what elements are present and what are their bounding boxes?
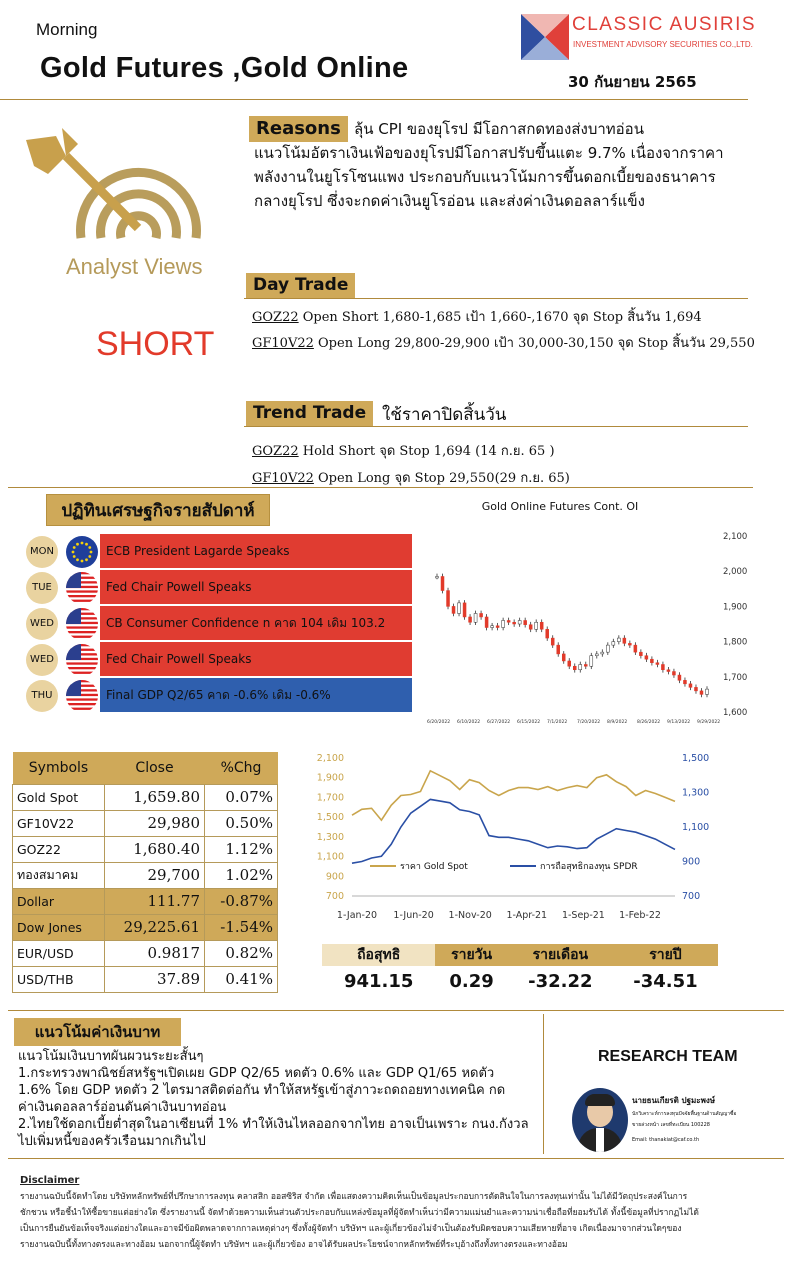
oi-candle [694, 687, 697, 691]
spdr-right-tick: 700 [682, 891, 701, 902]
oi-candle [436, 576, 439, 578]
spdr-right-tick: 1,300 [682, 787, 710, 799]
oi-candle [524, 620, 527, 624]
oi-candle [678, 675, 681, 680]
symbol-cell: USD/THB [13, 966, 105, 992]
oi-x-tick: 7/20/2022 [577, 720, 601, 725]
event-day: TUE [26, 572, 58, 604]
trend-trade-symbol: GF10V22 [252, 471, 314, 486]
analyst-view-short: SHORT [96, 325, 215, 363]
oi-candle [463, 603, 466, 617]
spdr-yearly-header: รายปี [613, 944, 718, 966]
session-label: Morning [36, 20, 98, 39]
event-day: THU [26, 680, 58, 712]
oi-candle [562, 654, 565, 661]
oi-candle [623, 638, 626, 643]
oi-candle [518, 620, 521, 624]
oi-x-tick: 9/13/2022 [667, 720, 691, 725]
oi-candle [491, 626, 494, 628]
symbol-cell: Dollar [13, 888, 105, 914]
spdr-daily-header: รายวัน [435, 944, 507, 966]
spdr-x-tick: 1-Sep-21 [561, 910, 605, 921]
spdr-left-tick: 1,500 [316, 812, 344, 824]
baht-outlook-title: แนวโน้มค่าเงินบาท [14, 1018, 181, 1046]
chg-cell: 0.82% [205, 940, 278, 966]
analyst-role: นักวิเคราะห์การลงทุนปัจจัยพื้นฐานด้านสัญญาซื้อ [632, 1111, 737, 1117]
event-text: Final GDP Q2/65 คาด -0.6% เดิม -0.6% [100, 678, 412, 712]
oi-candle [612, 642, 615, 646]
symbol-cell: Dow Jones [13, 914, 105, 940]
us-flag-icon [66, 644, 98, 676]
day-trade-text: Open Short 1,680-1,685 เป้า 1,660-,1670 จุด Stop สิ้นวัน 1,694 [298, 310, 702, 325]
oi-x-tick: 8/26/2022 [637, 720, 661, 725]
oi-candle [706, 689, 709, 694]
target-arrow-icon [26, 128, 236, 258]
spdr-yearly-value: -34.51 [633, 970, 698, 992]
baht-line: แนวโน้มเงินบาทผันผวนระยะสั้นๆ [18, 1049, 204, 1064]
chg-header: %Chg [205, 752, 278, 784]
oi-candle [700, 691, 703, 695]
oi-chart [425, 522, 755, 727]
oi-candle [447, 591, 450, 607]
symbol-cell: GOZ22 [13, 836, 105, 862]
oi-candle [606, 645, 609, 652]
oi-candle [502, 620, 505, 627]
event-text: ECB President Lagarde Speaks [100, 534, 412, 568]
day-trade-text: Open Long 29,800-29,900 เป้า 30,000-30,150 จุด Stop สิ้นวัน 29,550 [313, 336, 755, 351]
vertical-divider [543, 1014, 544, 1154]
spdr-legend-label: การถือสุทธิกองทุน SPDR [540, 862, 638, 872]
chg-cell: -0.87% [205, 888, 278, 914]
spdr-x-tick: 1-Jun-20 [393, 910, 434, 921]
spdr-x-tick: 1-Jan-20 [336, 910, 378, 921]
day-trade-item [252, 332, 755, 353]
oi-y-tick: 2,100 [723, 532, 748, 542]
baht-outlook-body [18, 1048, 536, 1150]
oi-candle [452, 606, 455, 613]
reasons-line: กลางยุโรป ซึ่งจะกดค่าเงินยูโรอ่อน และส่งค่าเงินดอลลาร์แข็ง [254, 192, 645, 210]
close-header: Close [105, 752, 205, 784]
analyst-avatar [572, 1088, 628, 1152]
close-cell: 29,225.61 [105, 914, 205, 940]
company-subtitle: INVESTMENT ADVISORY SECURITIES CO.,LTD. [573, 40, 753, 49]
spdr-holding-header: ถือสุทธิ [322, 944, 435, 966]
oi-candle [617, 638, 620, 642]
baht-line: ไปเพิ่มหนี้ของครัวเรือนมากเกินไป [18, 1134, 206, 1149]
event-row [26, 642, 412, 678]
oi-candle [568, 661, 571, 666]
table-row [13, 914, 278, 940]
table-row [13, 836, 278, 862]
oi-candle [485, 617, 488, 628]
oi-candle [458, 603, 461, 614]
table-row [13, 888, 278, 914]
oi-candle [557, 645, 560, 654]
research-team-title: RESEARCH TEAM [598, 1048, 738, 1065]
spdr-x-tick: 1-Nov-20 [448, 910, 492, 921]
event-text: Fed Chair Powell Speaks [100, 570, 412, 604]
oi-x-tick: 6/20/2022 [427, 720, 451, 725]
disclaimer-line: เป็นการยืนยันข้อเท็จจริงแต่อย่างใดและอาจมีข้อผิดพลาดจากกาลเหตุต่างๆ ซึ่งทั้งผู้จัดทำ บริษัทฯ และผู้เกี่ยวข้องไม่จำเป็นต้องรับผิดชอบความเสียหายที่อาจ เกิดเนื่องมาจากส่วนใดๆของ [20, 1224, 682, 1234]
disclaimer-line: รายงานฉบับนี้ทั้งทางตรงและทางอ้อม นอกจากนี้ผู้จัดทำ บริษัทฯ และผู้เกี่ยวข้อง อาจได้รับผลประโยชน์จากหลักทรัพย์ที่ระบุอ้างถึงทั้งทางตรงและทางอ้อม [20, 1240, 568, 1250]
us-flag-icon [66, 608, 98, 640]
table-row [13, 966, 278, 992]
oi-x-tick: 6/27/2022 [487, 720, 511, 725]
oi-candle [683, 680, 686, 684]
trend-trade-symbol: GOZ22 [252, 444, 299, 459]
oi-candle [628, 643, 631, 645]
chg-cell: 1.12% [205, 836, 278, 862]
chg-cell: 0.41% [205, 966, 278, 992]
oi-candle [590, 656, 593, 667]
spdr-left-tick: 900 [325, 871, 344, 883]
oi-x-tick: 6/15/2022 [517, 720, 541, 725]
analyst-email: Email: thanakiat@caf.co.th [632, 1137, 700, 1143]
symbols-table [12, 752, 278, 993]
event-text: CB Consumer Confidence n คาด 104 เดิม 103.2 [100, 606, 412, 640]
oi-y-tick: 2,000 [723, 567, 748, 578]
disclaimer-title: Disclaimer [20, 1175, 80, 1186]
day-trade-item [252, 306, 702, 327]
oi-y-tick: 1,600 [723, 708, 748, 718]
spdr-holding-value: 941.15 [343, 970, 414, 992]
close-cell: 1,659.80 [105, 784, 205, 810]
oi-candle [573, 666, 576, 670]
analyst-name: นายธนเกียรติ ปฐมะพงษ์ [632, 1096, 716, 1105]
spdr-right-tick: 900 [682, 856, 701, 868]
oi-y-tick: 1,900 [723, 602, 748, 613]
day-trade-divider [244, 298, 748, 299]
event-row [26, 606, 412, 642]
reasons-tag: Reasons [249, 116, 348, 142]
baht-line: ค่าเงินดอลลาร์อ่อนดันค่าเงินบาทอ่อน [18, 1100, 227, 1115]
header-divider [0, 99, 748, 100]
table-row [13, 862, 278, 888]
oi-candle [507, 620, 510, 622]
oi-candle [529, 625, 532, 630]
symbol-cell: Gold Spot [13, 784, 105, 810]
spdr-x-tick: 1-Feb-22 [619, 910, 661, 921]
spdr-x-tick: 1-Apr-21 [506, 910, 548, 921]
oi-candle [634, 645, 637, 652]
section-divider [8, 487, 753, 488]
day-trade-tag: Day Trade [246, 273, 355, 298]
oi-candle [535, 622, 538, 629]
event-row [26, 534, 412, 570]
spdr-right-tick: 1,100 [682, 822, 710, 833]
oi-y-tick: 1,700 [723, 672, 748, 683]
spdr-legend-label: ราคา Gold Spot [400, 862, 468, 872]
us-flag-icon [66, 680, 98, 712]
section-divider [8, 1158, 784, 1159]
baht-line: 2.ไทยใช้ดอกเบี้ยต่ำสุดในอาเซียนที่ 1% ทำให้เงินไหลออกจากไทย อาจเป็นเพราะ กนง.กังวล [18, 1117, 529, 1132]
reasons-line: แนวโน้มอัตราเงินเฟ้อของยุโรปมีโอกาสปรับขึ้นแตะ 9.7% เนื่องจากราคา [254, 144, 724, 162]
trend-trade-note: ใช้ราคาปิดสิ้นวัน [382, 405, 507, 425]
day-trade-symbol: GF10V22 [252, 336, 314, 351]
oi-candle [546, 629, 549, 638]
trend-trade-item [252, 467, 570, 488]
spdr-series-line [352, 771, 675, 820]
disclaimer [20, 1173, 780, 1253]
symbols-header: Symbols [13, 752, 105, 784]
oi-x-tick: 9/29/2022 [697, 720, 721, 725]
chg-cell: 0.07% [205, 784, 278, 810]
trend-trade-item [252, 440, 555, 461]
reasons-line: พลังงานในยูโรโซนแพง ประกอบกับแนวโน้มการขึ้นดอกเบี้ยของธนาคาร [254, 168, 716, 186]
table-row [13, 940, 278, 966]
weekly-events [26, 534, 412, 714]
chg-cell: 0.50% [205, 810, 278, 836]
oi-candle [480, 613, 483, 617]
spdr-left-tick: 700 [325, 891, 344, 902]
oi-candle [551, 638, 554, 645]
day-trade-symbol: GOZ22 [252, 310, 299, 325]
oi-candle [474, 613, 477, 622]
oi-x-tick: 6/10/2022 [457, 720, 481, 725]
oi-candle [667, 670, 670, 672]
spdr-left-tick: 2,100 [316, 753, 344, 764]
baht-line: 1.6% โดย GDP หดตัว 2 ไตรมาสติดต่อกัน ทำให้สหรัฐเข้าสู่ภาวะถดถอยทางเทคนิค กด [18, 1083, 506, 1098]
spdr-series-line [352, 799, 675, 863]
oi-y-tick: 1,800 [723, 637, 748, 648]
oi-candle [645, 656, 648, 660]
page-title: Gold Futures ,Gold Online [40, 52, 409, 84]
oi-candle [579, 664, 582, 669]
event-day: WED [26, 608, 58, 640]
trend-trade-text: Open Long จุด Stop 29,550(29 ก.ย. 65) [313, 471, 570, 486]
company-name: CLASSIC AUSIRIS [572, 14, 757, 35]
analyst-license: ขายล่วงหน้า เลขที่ทะเบียน 100228 [632, 1122, 710, 1128]
oi-candle [469, 617, 472, 622]
close-cell: 37.89 [105, 966, 205, 992]
oi-candle [661, 664, 664, 669]
symbol-cell: EUR/USD [13, 940, 105, 966]
spdr-left-tick: 1,100 [316, 851, 344, 863]
section-divider [8, 1010, 784, 1011]
oi-chart-title: Gold Online Futures Cont. OI [481, 500, 639, 513]
event-row [26, 570, 412, 606]
close-cell: 111.77 [105, 888, 205, 914]
spdr-monthly-header: รายเดือน [508, 944, 613, 966]
disclaimer-line: ชักชวน หรือชี้นำให้ซื้อขายแต่อย่างใด ซึ่งรายงานนี้ จัดทำด้วยความเห็นส่วนตัวประกอบกับแหล่งข้อมูลที่ผู้จัดทำเห็นว่ามีความแม่นยำและความน่าเชื่อถือที่ยอมรับได้ ทั้งนี้ข้อมูลที่ปรากฏไม่ได้ [20, 1208, 699, 1218]
chg-cell: 1.02% [205, 862, 278, 888]
spdr-right-tick: 1,500 [682, 753, 710, 764]
gold-spdr-chart [300, 748, 740, 926]
oi-candle [650, 659, 653, 663]
oi-candle [689, 684, 692, 688]
report-date: 30 กันยายน 2565 [568, 73, 697, 91]
oi-candle [513, 622, 516, 624]
reasons-line: ลุ้น CPI ของยุโรป มีโอกาสกดทองส่งบาทอ่อน [354, 120, 644, 138]
symbol-cell: GF10V22 [13, 810, 105, 836]
analyst-views-label: Analyst Views [66, 254, 203, 279]
close-cell: 29,980 [105, 810, 205, 836]
event-row [26, 678, 412, 714]
oi-candle [672, 672, 675, 676]
chg-cell: -1.54% [205, 914, 278, 940]
oi-candle [584, 664, 587, 666]
symbol-cell: ทองสมาคม [13, 862, 105, 888]
spdr-left-tick: 1,300 [316, 831, 344, 843]
table-row [13, 784, 278, 810]
weekly-calendar-title: ปฏิทินเศรษฐกิจรายสัปดาห์ [46, 494, 270, 526]
trend-trade-text: Hold Short จุด Stop 1,694 (14 ก.ย. 65 ) [298, 444, 555, 459]
oi-candle [441, 576, 444, 590]
spdr-left-tick: 1,900 [316, 772, 344, 784]
oi-candle [601, 652, 604, 654]
oi-candle [595, 654, 598, 656]
disclaimer-line: รายงานฉบับนี้จัดทำโดย บริษัทหลักทรัพย์ที่ปรึกษาการลงทุน คลาสสิก ออสซิริส จำกัด เพื่อแสดงความคิดเห็นเป็นข้อมูลประกอบการตัดสินใจในการลงทุนเท่านั้น ไม่ได้มีวัตถุประสงค์ในการ [20, 1192, 688, 1202]
table-row [13, 810, 278, 836]
trend-trade-tag: Trend Trade [246, 401, 373, 426]
close-cell: 1,680.40 [105, 836, 205, 862]
oi-x-tick: 8/9/2022 [607, 720, 628, 725]
close-cell: 0.9817 [105, 940, 205, 966]
spdr-flow-table [322, 944, 718, 996]
oi-candle [496, 626, 499, 628]
spdr-daily-value: 0.29 [449, 970, 494, 992]
event-text: Fed Chair Powell Speaks [100, 642, 412, 676]
close-cell: 29,700 [105, 862, 205, 888]
event-day: MON [26, 536, 58, 568]
company-logo-icon [519, 12, 571, 62]
spdr-left-tick: 1,700 [316, 792, 344, 804]
oi-x-tick: 7/1/2022 [547, 720, 568, 725]
trend-trade-divider [244, 426, 748, 427]
baht-line: 1.กระทรวงพาณิชย์สหรัฐฯเปิดเผย GDP Q2/65 หดตัว 0.6% และ GDP Q1/65 หดตัว [18, 1066, 495, 1081]
spdr-monthly-value: -32.22 [528, 970, 593, 992]
us-flag-icon [66, 572, 98, 604]
oi-candle [656, 663, 659, 665]
eu-flag-icon [66, 536, 98, 568]
event-day: WED [26, 644, 58, 676]
oi-candle [540, 622, 543, 629]
oi-candle [639, 652, 642, 656]
